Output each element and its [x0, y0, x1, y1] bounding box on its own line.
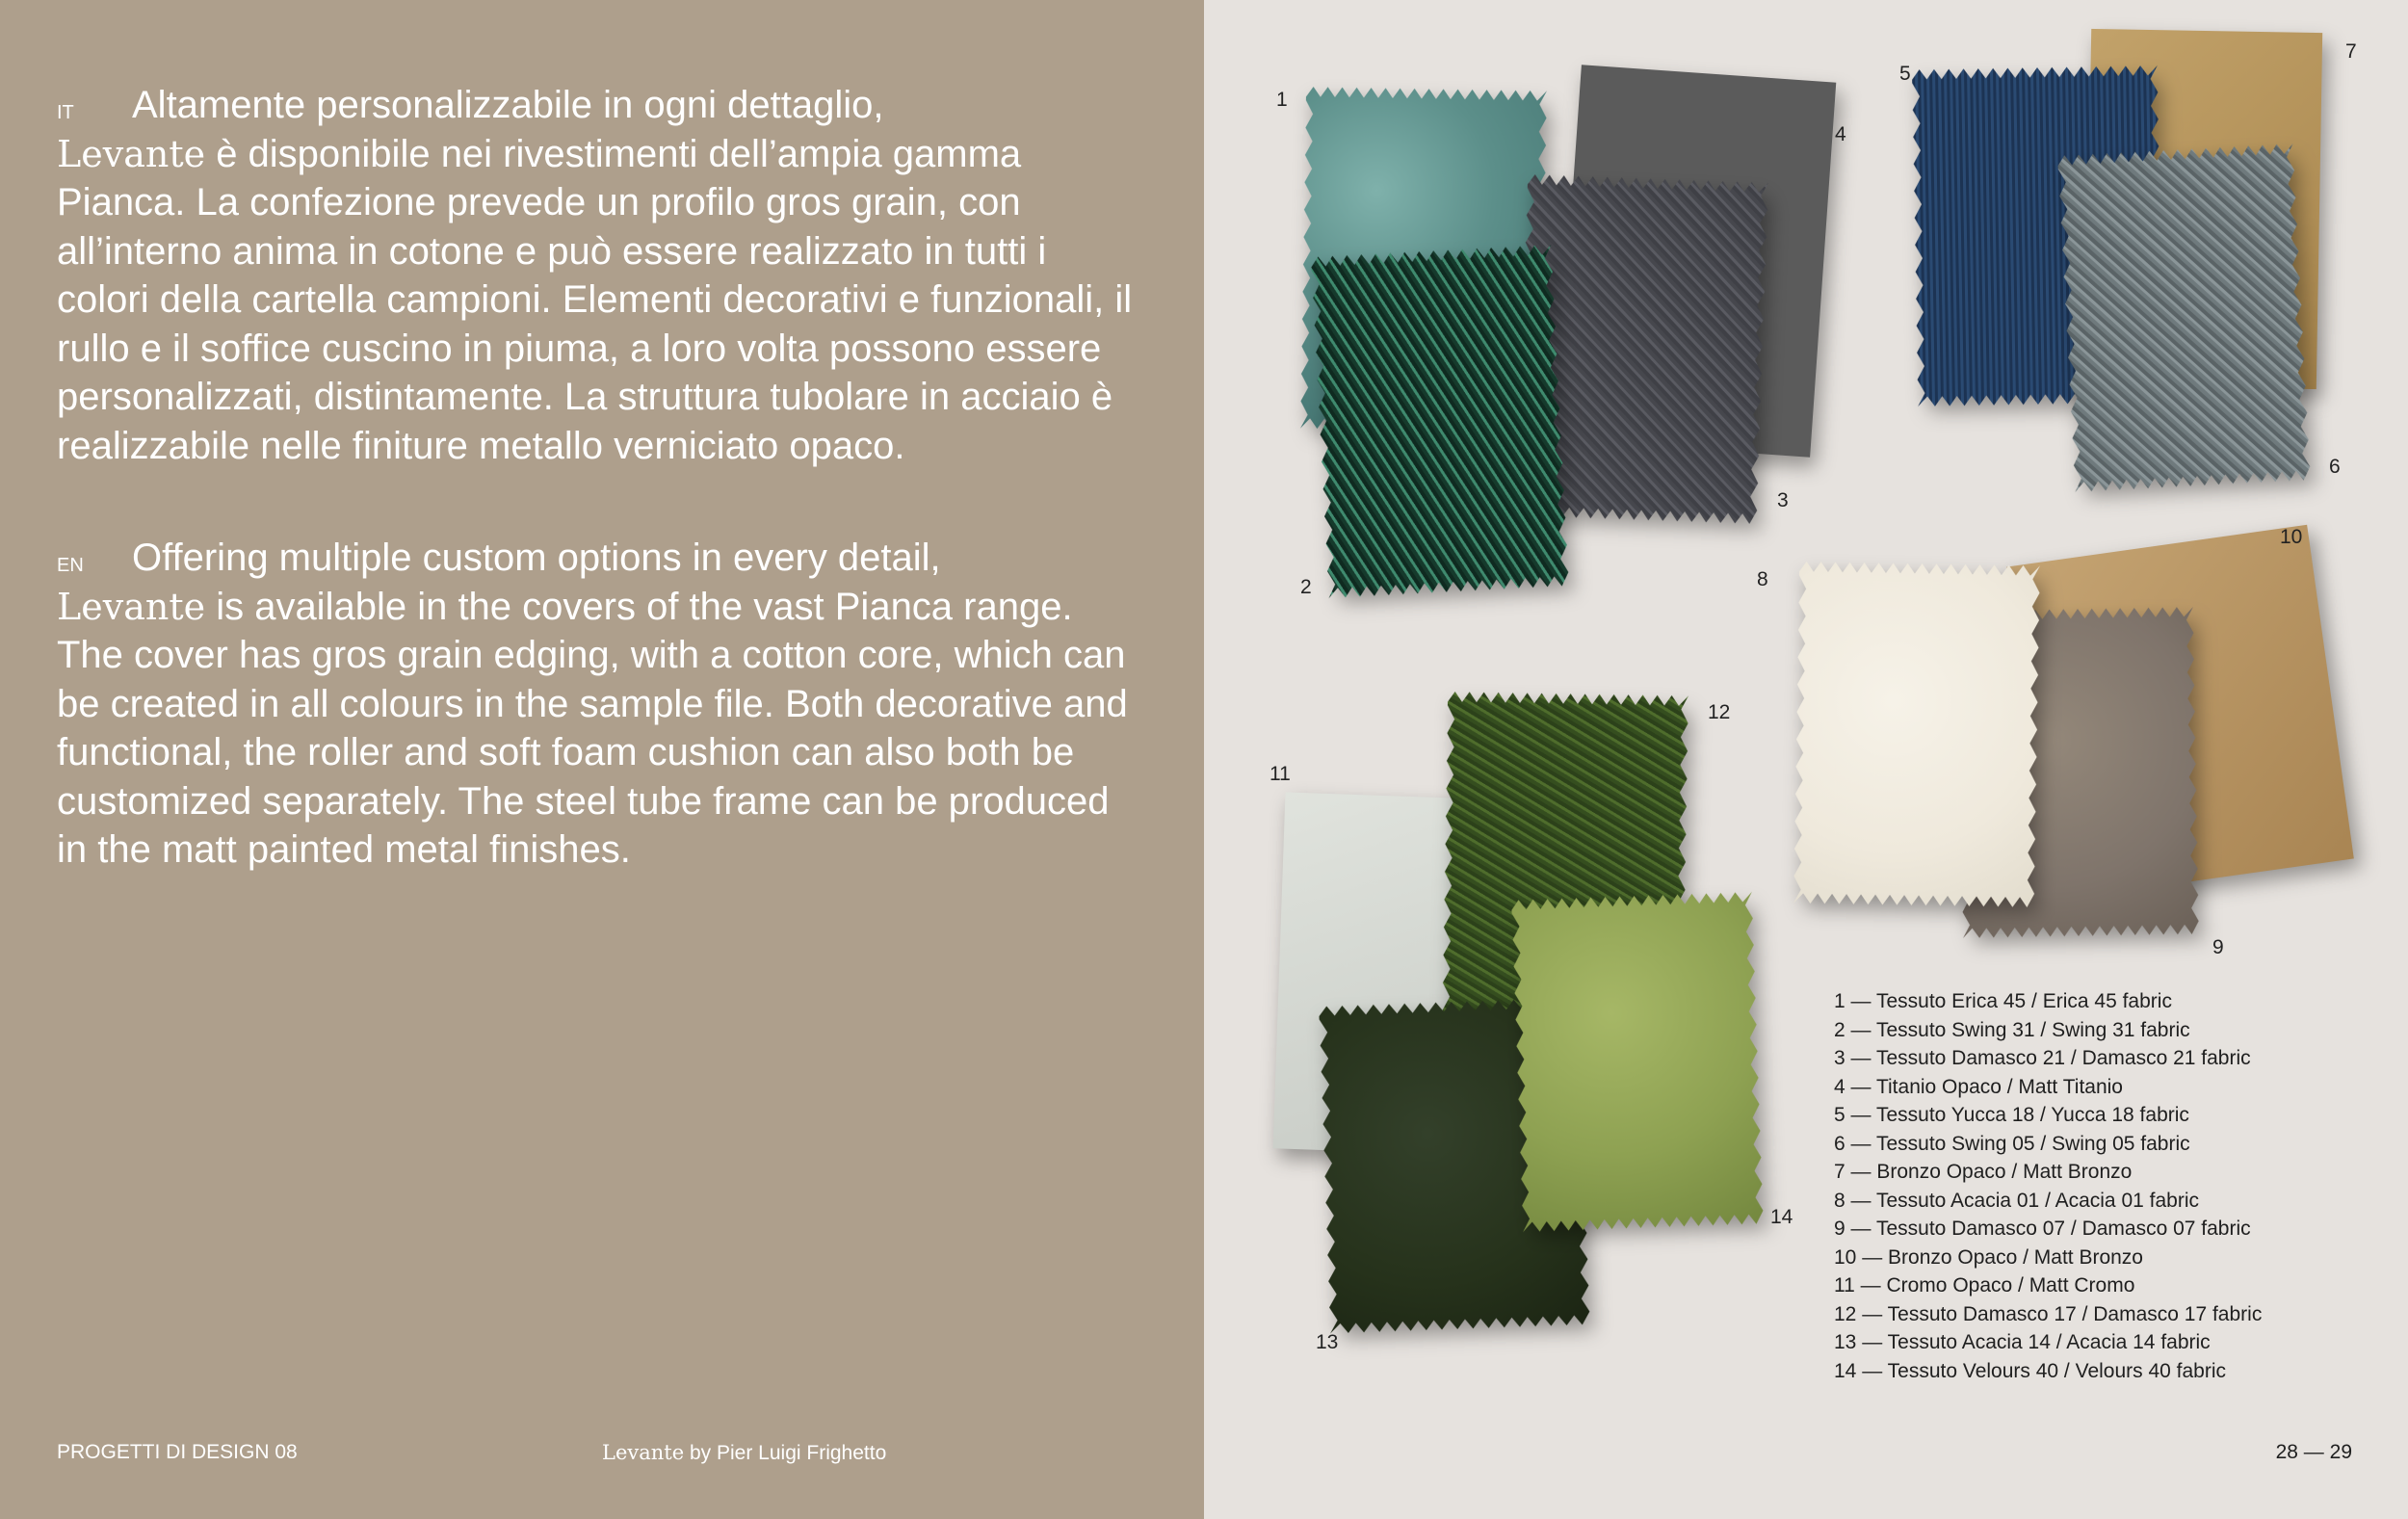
legend-item: 1 — Tessuto Erica 45 / Erica 45 fabric: [1834, 990, 2172, 1012]
lang-label-it: IT: [57, 102, 74, 123]
swatch-number-6: 6: [2329, 456, 2341, 478]
swatch-8: [1793, 562, 2040, 907]
swatch-14: [1511, 892, 1764, 1233]
footer-series: PROGETTI DI DESIGN 08: [57, 1441, 298, 1463]
swatch-number-1: 1: [1276, 89, 1288, 111]
footer-product: [602, 1441, 886, 1465]
page-numbers: 28 — 29: [2275, 1441, 2352, 1463]
legend-item: 9 — Tessuto Damasco 07 / Damasco 07 fabric: [1834, 1218, 2251, 1240]
swatch-number-5: 5: [1899, 63, 1911, 85]
swatch-number-4: 4: [1835, 123, 1846, 145]
swatch-number-7: 7: [2345, 40, 2357, 63]
it-brand-name: Levante: [57, 132, 206, 175]
legend-item: 11 — Cromo Opaco / Matt Cromo: [1834, 1274, 2135, 1296]
swatch-2-fill: [1311, 245, 1569, 599]
italian-paragraph: [57, 81, 1136, 470]
swatch-6: [2057, 144, 2311, 492]
swatch-number-14: 14: [1770, 1206, 1793, 1228]
footer-designer: by Pier Luigi Frighetto: [684, 1442, 887, 1464]
swatch-number-2: 2: [1300, 576, 1312, 598]
right-page: [1204, 0, 2408, 1519]
legend-item: 2 — Tessuto Swing 31 / Swing 31 fabric: [1834, 1018, 2190, 1041]
swatch-8-fill: [1793, 562, 2040, 907]
en-body: is available in the covers of the vast Pianca range. The cover has gros grain edging, with a cotton core, which can be created in all colours in the sample file. Both decorative and functional, the roller and soft foam cushion can also both be customized separately. The steel tube frame can be produced in the matt painted metal finishes.: [57, 585, 1128, 871]
it-body: è disponibile nei rivestimenti dell’ampia gamma Pianca. La confezione prevede un profilo gros grain, con all’interno anima in cotone e può essere realizzato in tutti i colori della cartella campioni. Elementi decorativi e funzionali, il rullo e il soffice cuscino in piuma, a loro volta possono essere personalizzati, distintamente. La struttura tubolare in acciaio è realizzabile nelle finiture metallo verniciato opaco.: [57, 132, 1133, 467]
legend-item: 13 — Tessuto Acacia 14 / Acacia 14 fabric: [1834, 1331, 2211, 1353]
it-first-line: Altamente personalizzabile in ogni dettaglio,: [132, 84, 884, 126]
legend-item: 6 — Tessuto Swing 05 / Swing 05 fabric: [1834, 1132, 2190, 1155]
legend-item: 8 — Tessuto Acacia 01 / Acacia 01 fabric: [1834, 1189, 2199, 1212]
swatch-number-3: 3: [1777, 489, 1789, 511]
legend-item: 12 — Tessuto Damasco 17 / Damasco 17 fabric: [1834, 1302, 2263, 1325]
swatch-6-fill: [2057, 144, 2311, 492]
swatch-number-11: 11: [1269, 763, 1291, 785]
swatch-2: [1311, 245, 1569, 599]
legend-item: 4 — Titanio Opaco / Matt Titanio: [1834, 1075, 2123, 1098]
legend-item: 5 — Tessuto Yucca 18 / Yucca 18 fabric: [1834, 1104, 2189, 1126]
en-first-line: Offering multiple custom options in every detail,: [132, 537, 941, 579]
legend-item: 14 — Tessuto Velours 40 / Velours 40 fabric: [1834, 1359, 2227, 1382]
lang-label-en: EN: [57, 555, 84, 576]
legend-item: 7 — Bronzo Opaco / Matt Bronzo: [1834, 1161, 2133, 1183]
swatch-number-10: 10: [2280, 526, 2303, 548]
swatch-number-8: 8: [1757, 568, 1768, 590]
swatch-number-12: 12: [1708, 701, 1731, 723]
swatch-legend: [1834, 987, 2262, 1385]
swatch-number-9: 9: [2212, 936, 2224, 958]
legend-item: 10 — Bronzo Opaco / Matt Bronzo: [1834, 1245, 2143, 1269]
english-paragraph: [57, 534, 1136, 875]
swatch-14-fill: [1511, 892, 1764, 1233]
legend-item: 3 — Tessuto Damasco 21 / Damasco 21 fabric: [1834, 1047, 2251, 1069]
en-brand-name: Levante: [57, 585, 206, 628]
swatch-number-13: 13: [1316, 1331, 1339, 1353]
footer-brand: Levante: [602, 1441, 685, 1464]
